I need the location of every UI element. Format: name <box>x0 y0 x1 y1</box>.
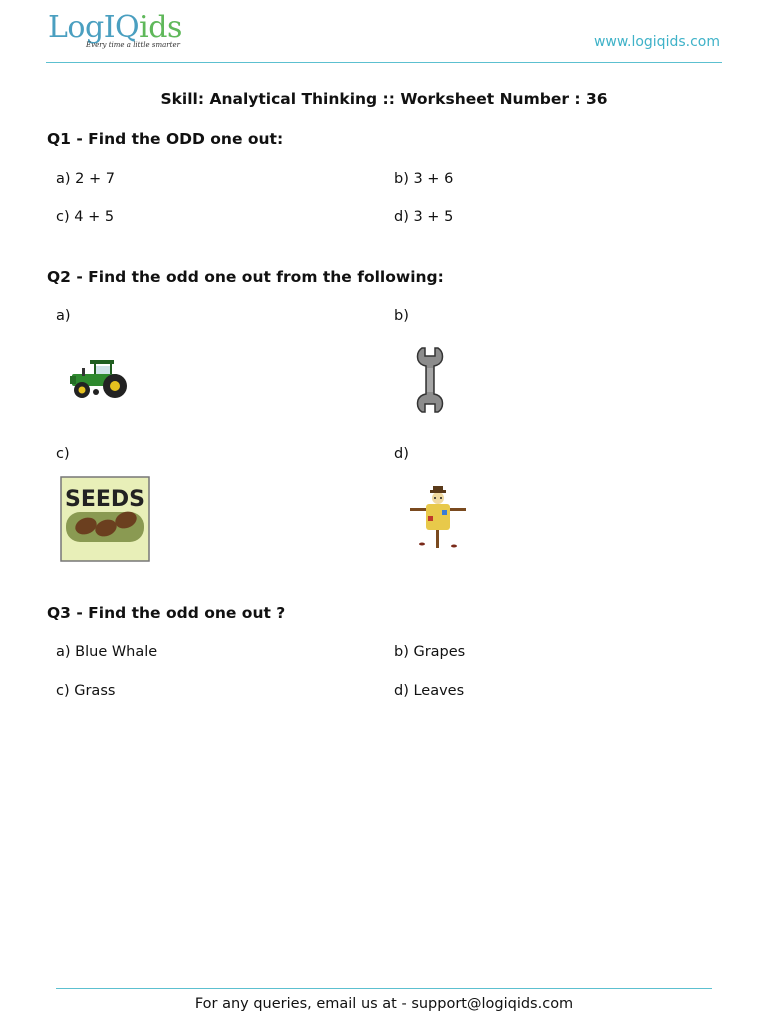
seeds-packet-icon <box>60 476 150 562</box>
logo-text-ids: ids <box>139 10 182 45</box>
question-2-heading: Q2 - Find the odd one out from the following: <box>47 268 444 286</box>
scarecrow-icon <box>406 486 470 552</box>
question-3-option-d: d) Leaves <box>394 683 465 699</box>
question-2-option-c: c) <box>56 446 70 462</box>
footer-contact: For any queries, email us at - support@logiqids.com <box>194 996 574 1012</box>
seeds-label: SEEDS <box>64 487 146 512</box>
scarecrow-image <box>406 486 470 552</box>
question-1-option-a: a) 2 + 7 <box>56 171 115 187</box>
question-3-heading: Q3 - Find the odd one out ? <box>47 604 286 622</box>
tractor-icon <box>60 346 140 406</box>
question-1-option-d: d) 3 + 5 <box>394 209 454 225</box>
wrench-image <box>414 344 446 416</box>
seeds-packet-image <box>60 476 150 562</box>
question-3-option-b: b) Grapes <box>394 644 466 660</box>
logiqids-logo <box>48 10 182 49</box>
question-1-option-b: b) 3 + 6 <box>394 171 454 187</box>
footer-divider <box>56 988 712 989</box>
worksheet-title: Skill: Analytical Thinking :: Worksheet Number : 36 <box>160 90 608 108</box>
question-3-option-c: c) Grass <box>56 683 116 699</box>
logo-text-logiq: LogIQ <box>48 10 140 45</box>
question-2-option-b: b) <box>394 308 409 324</box>
tractor-image <box>60 346 140 406</box>
question-1-option-c: c) 4 + 5 <box>56 209 115 225</box>
page-header <box>46 10 722 63</box>
wrench-icon <box>414 344 446 416</box>
site-url-link[interactable]: www.logiqids.com <box>593 34 720 50</box>
question-3-option-a: a) Blue Whale <box>56 644 158 660</box>
question-2-option-a: a) <box>56 308 71 324</box>
question-2-option-d: d) <box>394 446 409 462</box>
logo-tagline: Every time a little smarter <box>86 41 180 49</box>
question-1-heading: Q1 - Find the ODD one out: <box>47 130 284 148</box>
